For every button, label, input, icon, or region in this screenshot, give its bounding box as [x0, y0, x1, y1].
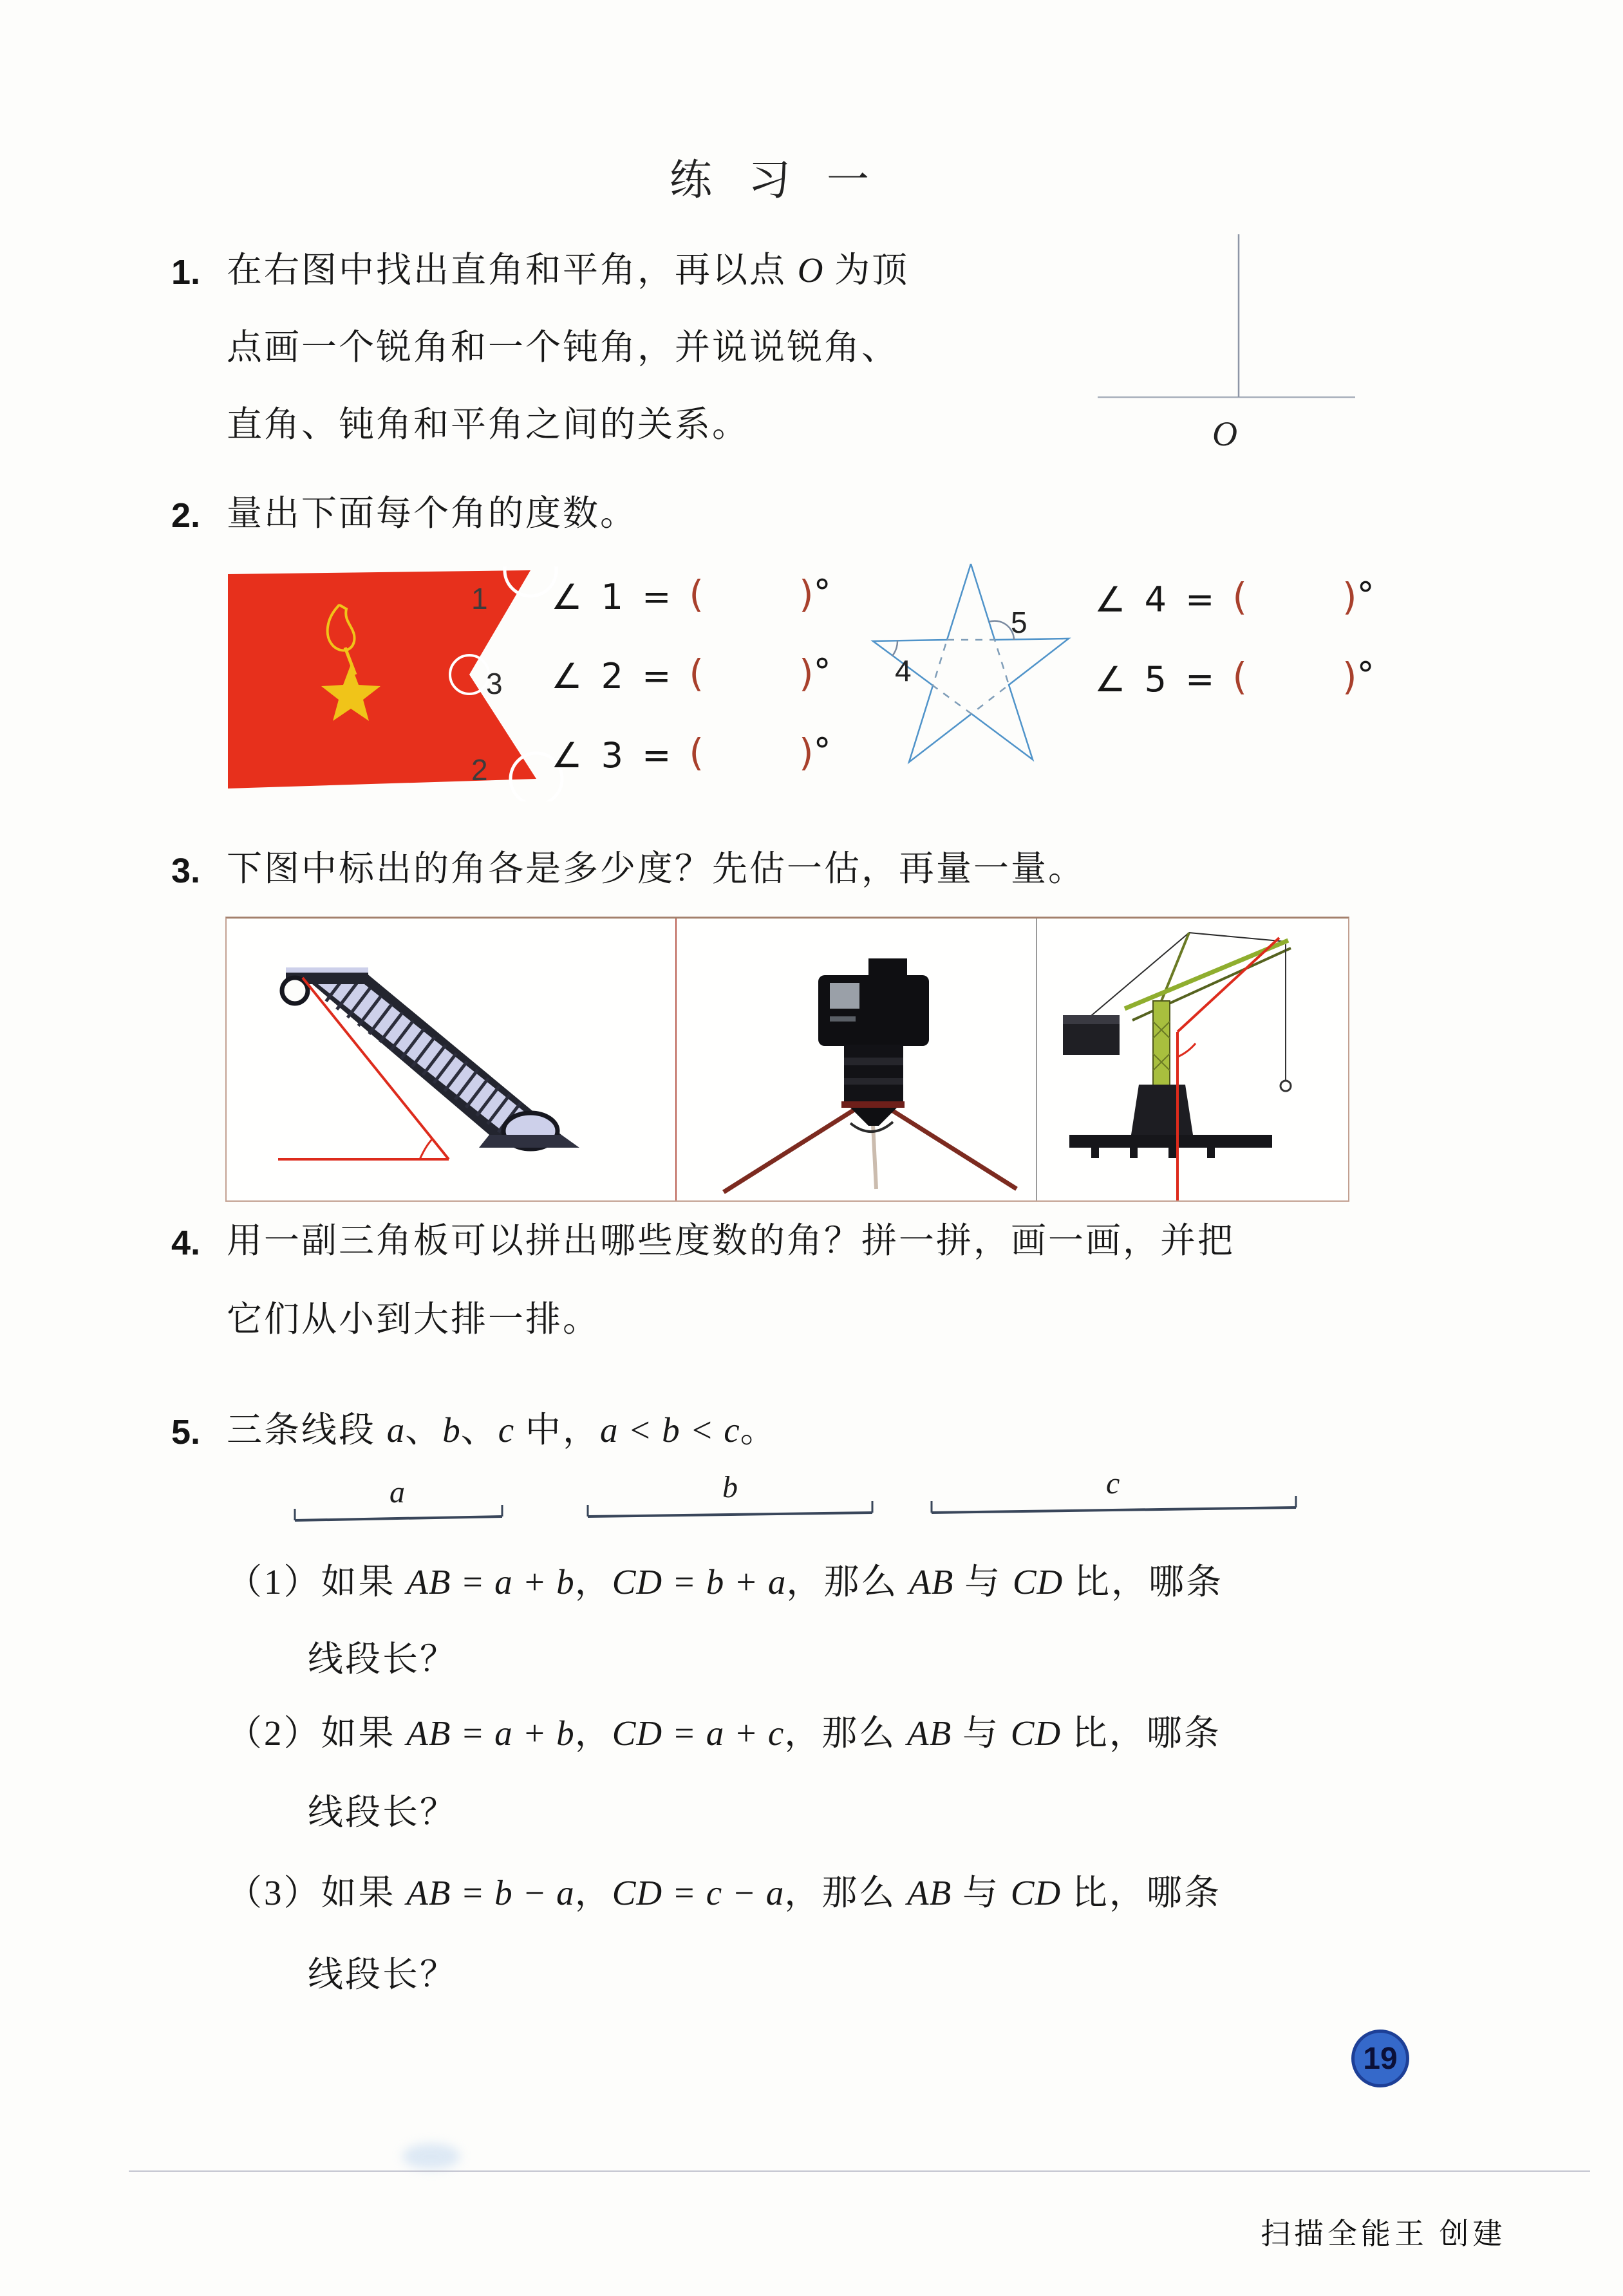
segment-c-ref: c [498, 1410, 515, 1450]
s3-ab: AB [907, 1873, 952, 1912]
problem-1-line-1-tail: 为顶 [823, 250, 910, 290]
angle-1-label: ∠ 1 = [551, 577, 675, 617]
s2-eq-cd: CD = a + c [612, 1713, 785, 1753]
base-foot-1 [1091, 1148, 1099, 1158]
s3-cn-2: ， [574, 1873, 612, 1912]
s2-ab: AB [907, 1713, 952, 1753]
problem-1-line-1-text: 在右图中找出直角和平角，再以点 [227, 250, 798, 290]
subitem-2-line-1 [227, 1711, 1221, 1756]
subitem-3-line-1 [227, 1871, 1221, 1916]
escalator-angle-arc [420, 1139, 433, 1159]
intro-cn-4: 中， [514, 1410, 600, 1450]
page-title: 练习一 [670, 157, 905, 204]
crane-counterweight-top [1063, 1015, 1120, 1024]
page-number-badge [1351, 2030, 1409, 2087]
crane-photo [1036, 919, 1348, 1200]
base-foot-2 [1130, 1148, 1138, 1158]
star-angle-4-label: 4 [895, 654, 912, 687]
photo-panel-strip [225, 917, 1349, 1202]
open-paren: ( [689, 572, 704, 616]
degree-sign: ° [813, 731, 831, 771]
point-o-reference: O [797, 250, 824, 290]
open-paren: ( [1232, 655, 1247, 698]
intro-cn-1: 三条线段 [227, 1410, 387, 1450]
s1-eq-cd: CD = b + a [612, 1562, 787, 1601]
inequality: a < b < c [599, 1410, 740, 1450]
degree-sign: ° [813, 572, 831, 613]
subitem-1-line-2: 线段长？ [308, 1639, 458, 1679]
pioneer-flag-figure [219, 566, 567, 801]
crane-base-bar [1069, 1135, 1272, 1148]
angle-equation-1 [551, 572, 831, 617]
escalator-steps-band [312, 979, 549, 1131]
problem-1-number: 1. [171, 253, 201, 292]
problem-4-number: 4. [171, 1224, 201, 1262]
intro-cn-5: 。 [740, 1410, 778, 1450]
angle-4-label: ∠ 4 = [1094, 579, 1219, 620]
s1-cn-4: 与 [953, 1562, 1013, 1601]
problem-1-line-2: 点画一个锐角和一个钝角，并说说锐角、 [227, 328, 899, 367]
intro-cn-2: 、 [405, 1410, 443, 1450]
s3-cn-5: 比，哪条 [1061, 1873, 1221, 1912]
page-edge-line [129, 2170, 1590, 2172]
s2-cn-2: ， [574, 1713, 612, 1753]
s3-cn-4: 与 [952, 1873, 1011, 1912]
close-paren: ) [1342, 655, 1357, 698]
handrail-curl-top [282, 978, 308, 1003]
problem-3-number: 3. [171, 852, 201, 890]
escalator-top-rail [286, 967, 368, 973]
segment-a-ref: a [386, 1410, 406, 1450]
segment-b-label: b [722, 1470, 738, 1504]
angle-equation-2 [551, 651, 831, 696]
problem-2-number: 2. [171, 496, 201, 535]
s3-eq-ab: AB = b − a [406, 1873, 575, 1912]
close-paren: ) [798, 651, 814, 695]
base-foot-3 [1168, 1148, 1176, 1158]
crane-angle-arc [1177, 1043, 1196, 1057]
s2-cn-1: （2）如果 [227, 1713, 407, 1753]
segment-b-ref: b [442, 1410, 461, 1450]
subitem-2-line-2: 线段长？ [308, 1793, 458, 1832]
escalator-photo [227, 919, 675, 1200]
vertex-o-label: O [1212, 415, 1237, 453]
camera-buttons [830, 1016, 856, 1022]
s1-cn-5: 比，哪条 [1063, 1562, 1223, 1601]
star-inner-pentagon-dashed [933, 640, 1009, 714]
problem-1-line-1 [227, 248, 909, 293]
tripod-left-leg [724, 1099, 872, 1192]
problem-3-prompt: 下图中标出的角各是多少度？先估一估，再量一量。 [227, 849, 1086, 888]
open-paren: ( [689, 731, 704, 774]
right-angle-diagram [1088, 219, 1365, 463]
segment-b [588, 1513, 872, 1517]
angle-line-boom [1177, 938, 1279, 1032]
flag-angle-2-label: 2 [471, 753, 488, 787]
problem-4-line-1: 用一副三角板可以拼出哪些度数的角？拼一拼，画一画，并把 [227, 1221, 1235, 1260]
s1-cn-3: ，那么 [786, 1562, 910, 1601]
s3-cn-3: ，那么 [784, 1873, 908, 1912]
pentagram-figure [856, 552, 1101, 784]
s1-eq-ab: AB = a + b [406, 1562, 575, 1601]
problem-1-line-3: 直角、钝角和平角之间的关系。 [227, 405, 750, 444]
lens-ring-1 [844, 1058, 903, 1065]
crane-pedestal [1131, 1085, 1193, 1135]
subitem-1-line-1 [227, 1560, 1223, 1605]
s2-cd: CD [1010, 1713, 1062, 1753]
close-paren: ) [798, 731, 814, 774]
tripod-right-leg [874, 1099, 1017, 1189]
s3-cd: CD [1010, 1873, 1062, 1912]
open-paren: ( [1232, 575, 1247, 619]
close-paren: ) [798, 572, 814, 616]
open-paren: ( [689, 651, 704, 695]
flag-angle-1-label: 1 [471, 582, 488, 615]
s1-cn-2: ， [574, 1562, 612, 1601]
scan-smudge [402, 2143, 460, 2169]
segments-figure [258, 1461, 1326, 1538]
s2-cn-4: 与 [952, 1713, 1011, 1753]
escalator-base [479, 1135, 579, 1148]
angle-equation-3 [551, 731, 831, 776]
degree-sign: ° [1356, 575, 1374, 615]
degree-sign: ° [1356, 655, 1374, 695]
base-foot-4 [1207, 1148, 1215, 1158]
problem-5-number: 5. [171, 1413, 201, 1451]
problem-4-line-2: 它们从小到大排一排。 [227, 1300, 601, 1339]
s2-cn-3: ，那么 [784, 1713, 908, 1753]
problem-2-prompt: 量出下面每个角的度数。 [227, 494, 638, 533]
flag-angle-3-label: 3 [486, 667, 503, 700]
s1-cd: CD [1012, 1562, 1064, 1601]
camera-screen [830, 983, 859, 1009]
angle-5-label: ∠ 5 = [1094, 659, 1219, 700]
degree-sign: ° [813, 651, 831, 692]
crane-hook [1281, 1081, 1291, 1091]
s2-eq-ab: AB = a + b [406, 1713, 575, 1753]
crane-mast [1153, 1001, 1170, 1086]
s3-eq-cd: CD = c − a [612, 1873, 785, 1912]
angle-equation-5 [1094, 655, 1374, 700]
s1-cn-1: （1）如果 [227, 1562, 407, 1601]
angle-3-label: ∠ 3 = [551, 735, 675, 776]
page-number: 19 [1363, 2041, 1398, 2076]
s2-cn-5: 比，哪条 [1061, 1713, 1221, 1753]
segment-a-label: a [389, 1475, 405, 1509]
s3-cn-1: （3）如果 [227, 1873, 407, 1912]
angle-2-label: ∠ 2 = [551, 656, 675, 696]
scanner-credit: 扫描全能王 创建 [1261, 2217, 1506, 2250]
crane-back-cable [1087, 933, 1189, 1019]
intro-cn-3: 、 [460, 1410, 498, 1450]
camera-lens-barrel [844, 1045, 903, 1101]
camera-tripod-photo [675, 919, 1036, 1200]
crane-front-cable [1189, 933, 1287, 942]
s1-ab: AB [909, 1562, 954, 1601]
segment-c [932, 1507, 1296, 1513]
lens-ring-2 [844, 1078, 903, 1085]
star-angle-5-label: 5 [1011, 606, 1027, 639]
camera-red-stripe [841, 1101, 905, 1108]
problem-5-intro [227, 1408, 778, 1453]
subitem-3-line-2: 线段长？ [308, 1955, 458, 1994]
segment-a [295, 1517, 502, 1520]
close-paren: ) [1342, 575, 1357, 619]
segment-c-label: c [1106, 1466, 1120, 1500]
angle-equation-4 [1094, 575, 1374, 620]
